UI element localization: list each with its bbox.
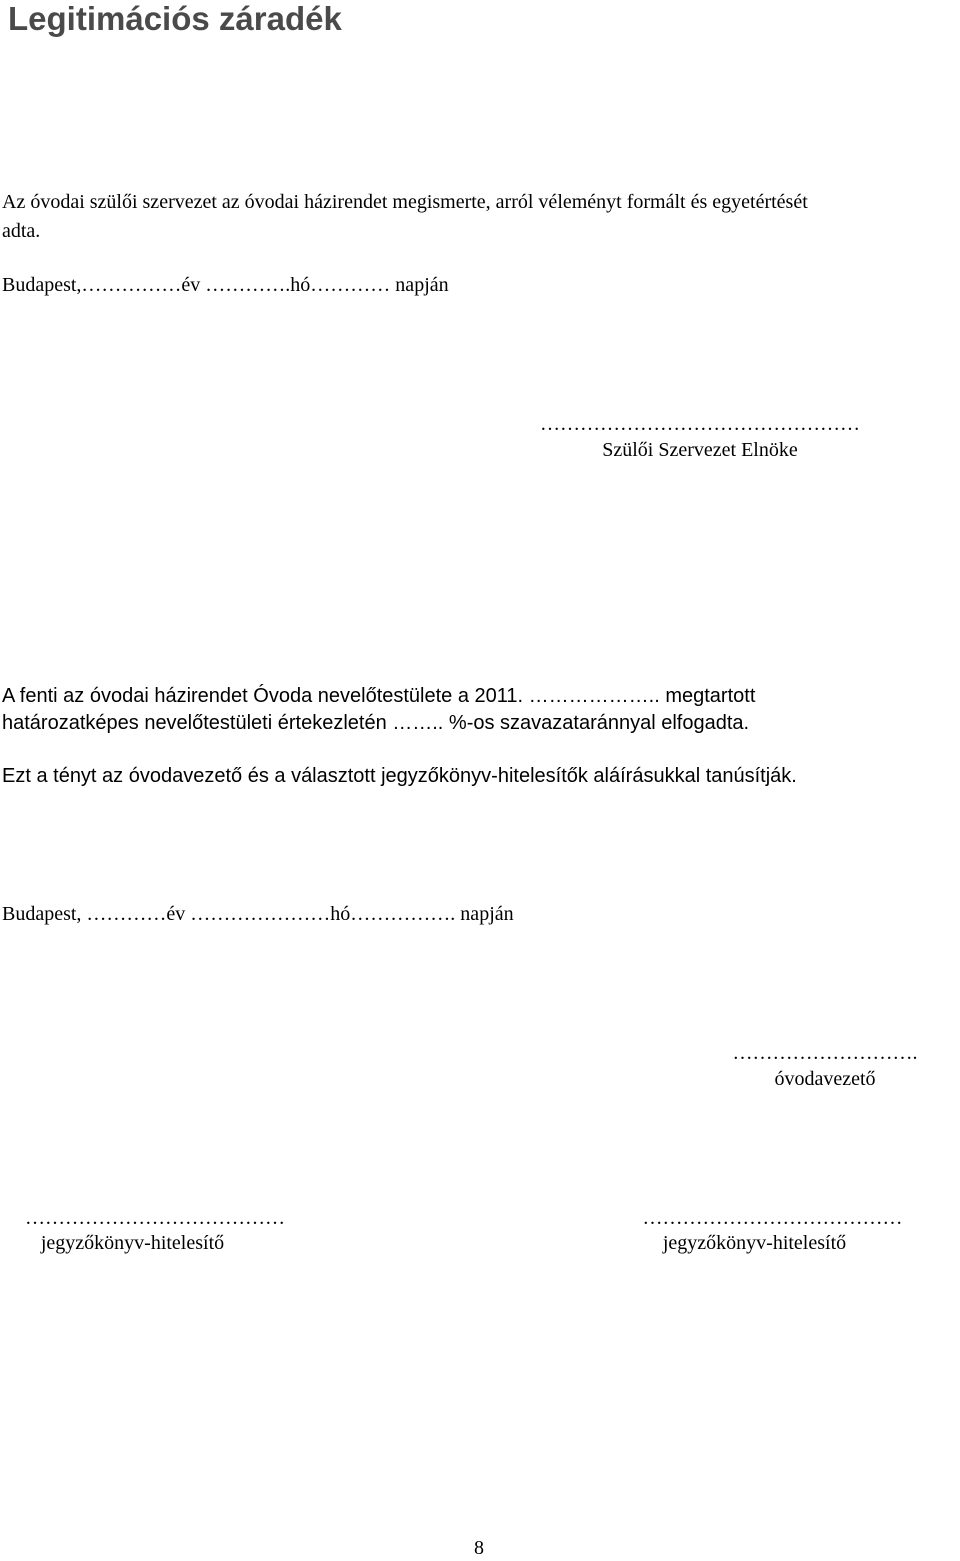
staff-approval-line-2: határozatképes nevelőtestületi értekezletén …….. %-os szavazataránnyal elfogadta. bbox=[2, 712, 750, 734]
parent-consent-line-1: Az óvodai szülői szervezet az óvodai házirendet megismerte, arról véleményt formált és egyetértését bbox=[2, 191, 808, 213]
document-title: Legitimációs záradék bbox=[8, 0, 342, 37]
staff-approval-line-1: A fenti az óvodai házirendet Óvoda nevelőtestülete a 2011. ……………….. megtartott bbox=[2, 685, 756, 707]
left-verifier-signature-dots: ………………………………… bbox=[25, 1207, 285, 1229]
parent-signature-dots: ………………………………………… bbox=[540, 413, 860, 435]
staff-date-line: Budapest, …………év …………………hó……………. napján bbox=[2, 903, 514, 925]
left-verifier-signature-label: jegyzőkönyv-hitelesítő bbox=[40, 1232, 225, 1254]
director-signature-dots: ………………………. bbox=[732, 1042, 918, 1064]
parent-date-line: Budapest,……………év ………….hó………… napján bbox=[2, 274, 449, 296]
director-signature-label: óvodavezető bbox=[774, 1068, 876, 1090]
parent-consent-line-2: adta. bbox=[2, 220, 41, 242]
right-verifier-signature-label: jegyzőkönyv-hitelesítő bbox=[662, 1232, 847, 1254]
right-verifier-signature-dots: ………………………………… bbox=[642, 1207, 903, 1229]
staff-attestation-line: Ezt a tényt az óvodavezető és a választott jegyzőkönyv-hitelesítők aláírásukkal tanúsítják. bbox=[2, 765, 797, 787]
page-number: 8 bbox=[474, 1537, 484, 1559]
parent-signature-label: Szülői Szervezet Elnöke bbox=[602, 439, 798, 461]
